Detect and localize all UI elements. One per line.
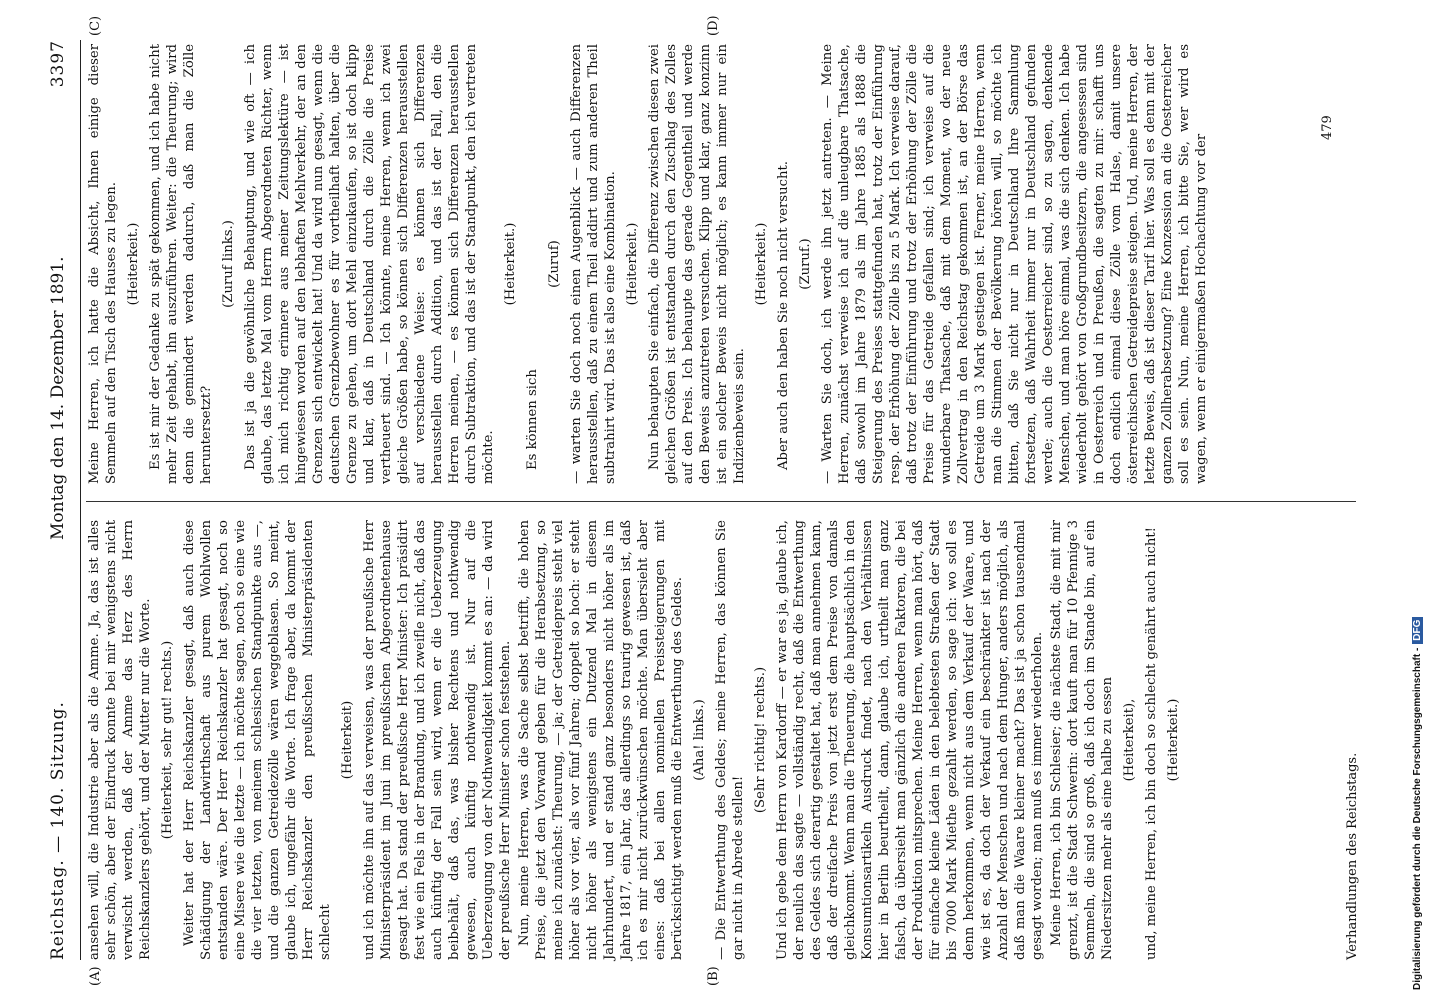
paragraph: und, meine Herren, ich bin doch so schlecht genährt auch nicht! <box>1144 527 1159 960</box>
interjection: (Heiterkeit.) <box>754 222 769 306</box>
interjection: (Heiterkeit.) <box>503 222 518 306</box>
side-credit <box>1412 0 1432 1000</box>
interjection: (Sehr richtig! rechts.) <box>753 666 768 814</box>
right-column <box>86 44 1212 484</box>
interjection: (Zuruf links.) <box>221 220 236 308</box>
footer-source: Verhandlungen des Reichstags. <box>1345 752 1360 960</box>
sheet-number: 479 <box>1320 115 1335 140</box>
paragraph: Aber auch den haben Sie noch nicht versucht. <box>776 161 791 470</box>
page-header <box>48 40 78 960</box>
interjection: (Aha! links.) <box>692 699 707 781</box>
margin-mark-d: (D) <box>706 15 721 36</box>
interjection: (Heiterkeit.) <box>625 222 640 306</box>
paragraph: ansehen will, die Industrie aber als die Amme. Ja, das ist alles sehr schön, aber der Eindruck konnte bei mir wenigstens nicht verwischt werden, daß der Amme das Herz des Herrn Reichskanzlers gehört, und der Mutter nur die Worte. <box>87 520 153 960</box>
interjection: (Zuruf.) <box>798 238 813 290</box>
interjection: (Heiterkeit) <box>340 700 355 780</box>
paragraph: Nun, meine Herren, was die Sache selbst betrifft, die hohen Preise, die jetzt den Vorwand geben für die Herabsetzung, so meine ich zunächst: Theurung, — ja; der Getreidepreis steht viel höher als vor vier, als vor fünf Jahren; doppelt so hoch: er steht nicht höher als wenigstens ein Dutzend Mal in diesem Jahrhundert, und er stand ganz besonders nicht höher als im Jahre 1817, ein Jahr, das allerdings so traurig gewesen ist, daß ich es mir nicht zurückwünschen möchte. Man übersieht aber eines: daß bei allen nominellen Preissteigerungen mit berücksichtigt werden muß die Entwerthung des Geldes. <box>517 520 685 960</box>
credit-text: Digitalisierung gefördert durch die Deutsche Forschungsgemeinschaft - <box>1412 647 1423 990</box>
interjection: (Zuruf) <box>547 240 562 288</box>
paragraph: — Warten Sie doch, ich werde ihn jetzt antreten. — Meine Herren, zunächst verweise ich auf die unleugbare Thatsache, daß sowohl im Jahre 1879 als im Jahre 1885 als 1888 die Steigerung des Preises stattgefunden hat, trotz der Einführung resp. der Erhöhung der Zölle bis zu 5 Mark. Ich verweise darauf, daß trotz der Einführung und trotz der Erhöhung der Zölle die Preise für das Getreide gefallen sind; ich verweise auf die wunderbare Thatsache, daß mit dem Moment, wo der neue Zollvertrag in den Reichstag gekommen ist, an der Börse das Getreide um 3 Mark gestiegen ist. Ferner, meine Herren, wenn man die Stimmen der Bevölkerung hören will, so möchte ich bitten, daß Sie nicht nur in Deutschland Ihre Sammlung fortsetzen, daß Wahrheit immer nur in Deutschland gefunden werde; auch die Oesterreicher sind, so zu sagen, denkende Menschen, und man höre einmal, was die sich denken. Ich habe wiederholt gehört von Großgrundbesitzern, die angesessen sind in Oesterreich und in Preußen, die sagten zu mir: schafft uns doch endlich einmal diese Zölle vom Halse, damit unsere österreichischen Getreidepreise steigen. Und, meine Herren, der letzte Beweis, daß ist dieser Tarif hier. Was soll es denn mit der ganzen Zollherabsetzung? Eine Konzession an die Oesterreicher soll es sein. Nun, meine Herren, ich bitte Sie, wer wird es wagen, wenn er einigermaßen Hochachtung vor der <box>820 44 1209 484</box>
page-number: 3397 <box>48 40 68 88</box>
dfg-logo-badge: DFG <box>1412 617 1423 644</box>
paragraph: Und ich gebe dem Herrn von Kardorff — er war es ja, glaube ich, der neulich das sagte — vollständig recht, daß die Entwerthung des Geldes sich derartig gestaltet hat, daß man annehmen kann, daß der dreifache Preis von jetzt erst dem Preise von damals gleichkommt. Wenn man die Theuerung, die hauptsächlich in den Konsumtionsartikeln Ausdruck findet, nach den Verhältnissen hier in Berlin beurtheilt, dann, glaube ich, urtheilt man ganz falsch, da übersieht man gänzlich die anderen Faktoren, die bei der Produktion mitsprechen. Meine Herren, wenn man hört, daß für einfache kleine Läden in den belebtesten Straßen der Stadt bis 7000 Mark Miethe gezahlt werden, so sage ich: wo soll es denn herkommen, wenn nicht aus dem Verkauf der Waare, und wie ist es, da doch der Verkauf ein beschränkter ist nach der Anzahl der Menschen und nach dem Hunger, anders möglich, als daß man die Waare kleiner macht? Das ist ja schon tausendmal gesagt worden; man muß es immer wiederholen. <box>775 520 1045 960</box>
paragraph: Es ist mir der Gedanke zu spät gekommen, und ich habe nicht mehr Zeit gehabt, ihn auszuführen. Weiter: die Theurung; wird denn die gemindert werden dadurch, daß man die Zölle heruntersetzt? <box>148 44 214 484</box>
paragraph: Meine Herren, ich hatte die Absicht, Ihnen einige dieser Semmeln auf den Tisch des Hauses zu legen. <box>87 44 119 484</box>
paragraph: Das ist ja die gewöhnliche Behauptung, und wie oft — ich glaube, das letzte Mal vom Herrn Abgeordneten Richter, wenn ich mich richtig erinnere aus meiner Zeitungslektüre — ist hingewiesen worden auf den lebhaften Mehlverkehr, der an den Grenzen sich entwickelt hat! Und da wird nun gesagt, wenn die deutschen Grenzbewohner es für vortheilhaft halten, über die Grenze zu gehen, um dort Mehl einzukaufen, so ist doch klipp und klar, daß in Deutschland durch die Zölle die Preise vertheuert sind. — Ich könnte, meine Herren, wenn ich zwei gleiche Größen habe, so können sich Differenzen herausstellen auf verschiedene Weise: es können sich Differenzen herausstellen durch Addition, und das ist der Fall, den die Herren meinen, — es können sich Differenzen herausstellen durch Subtraktion, und das ist der Standpunkt, den ich vertreten möchte. <box>243 44 496 484</box>
column-divider <box>86 501 1356 502</box>
interjection: (Heiterkeit, sehr gut! rechts.) <box>160 640 175 840</box>
margin-mark-b: (B) <box>706 966 721 986</box>
paragraph: Meine Herren, ich bin Schlesier; die nächste Stadt, die mit mir grenzt, ist die Stadt Schwerin: dort kauft man für 10 Pfennige 3 Semmeln, die sind so groß, daß ich doch im Stande bin, auf ein Niedersitzen mehr als eine halbe zu essen <box>1049 520 1115 960</box>
margin-mark-c: (C) <box>88 15 103 36</box>
header-date: Montag den 14. Dezember 1891. <box>48 256 68 540</box>
left-column <box>86 520 1187 960</box>
header-left: Reichstag. — 140. Sitzung. <box>48 701 68 960</box>
interjection: (Heiterkeit.) <box>1166 698 1181 782</box>
header-rule <box>80 40 81 960</box>
interjection: (Heiterkeit), <box>1122 698 1137 782</box>
margin-mark-a: (A) <box>88 966 103 986</box>
paragraph: — warten Sie doch noch einen Augenblick — auch Differenzen herausstellen, daß zu einem Theil addirt und zum anderen Theil subtrahirt wird. Das ist also eine Kombination. <box>569 44 618 484</box>
paragraph: — Die Entwerthung des Geldes; meine Herren, das können Sie gar nicht in Abrede stellen! <box>714 520 746 960</box>
interjection: (Heiterkeit.) <box>126 222 141 306</box>
paragraph: Weiter hat der Herr Reichskanzler gesagt, daß auch diese Schädigung der Landwirthschaft aus purem Wohlwollen entstanden wäre. Der Herr Reichskanzler hat gesagt, noch so eine Misere wie die letzte — ich möchte sagen, noch so eine wie die vier letzten, von meinem schlesischen Standpunkte aus —, und die ganzen Getreidezölle wären weggeblasen. So meint, glaube ich, ungefähr die Worte. Ich frage aber, da kommt der Herr Reichskanzler den preußischen Ministerpräsidenten schlecht <box>182 520 333 960</box>
paragraph: Nun behaupten Sie einfach, die Differenz zwischen diesen zwei gleichen Größen ist entstanden durch den Zuschlag des Zolles auf den Preis. Ich behaupte das gerade Gegentheil und werde den Beweis anzutreten versuchen. Klipp und klar, ganz konzinn ist ein solcher Beweis nicht möglich; es kann immer nur ein Indizienbeweis sein. <box>647 44 747 484</box>
paragraph: und ich möchte ihn auf das verweisen, was der preußische Herr Ministerpräsident im Juni im preußischen Abgeordnetenhause gesagt hat. Da stand der preußische Herr Minister: Ich präsidirt fest wie ein Fels in der Brandung, und ich zweifle nicht, daß das auch künftig der Fall sein wird, wenn er die Ueberzeugung beibehält, daß das, was bisher Rechtens und nothwendig gewesen, auch künftig nothwendig ist. Nur auf die Ueberzeugung von der Nothwendigkeit kommt es an: — da wird der preußische Herr Minister schon feststehen. <box>362 520 513 960</box>
paragraph: Es können sich <box>525 369 540 470</box>
